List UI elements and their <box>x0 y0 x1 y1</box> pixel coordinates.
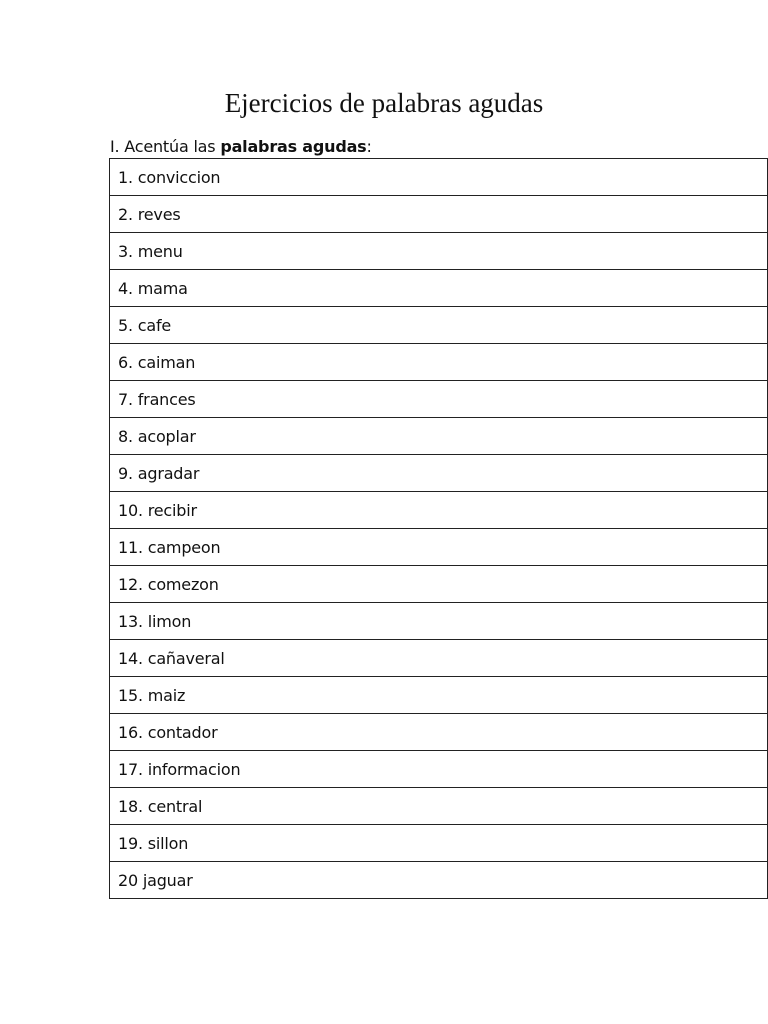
table-row <box>110 381 768 418</box>
word-table <box>109 158 768 899</box>
instruction-prefix: I. Acentúa las <box>110 137 221 156</box>
word-cell: 17. informacion <box>110 751 768 788</box>
word-cell: 18. central <box>110 788 768 825</box>
table-row <box>110 196 768 233</box>
table-row <box>110 492 768 529</box>
word-cell: 16. contador <box>110 714 768 751</box>
instruction-bold: palabras agudas <box>220 137 367 156</box>
word-cell: 6. caiman <box>110 344 768 381</box>
word-cell: 10. recibir <box>110 492 768 529</box>
table-row <box>110 233 768 270</box>
word-cell: 15. maiz <box>110 677 768 714</box>
word-cell: 9. agradar <box>110 455 768 492</box>
word-cell: 14. cañaveral <box>110 640 768 677</box>
table-row <box>110 751 768 788</box>
table-row <box>110 603 768 640</box>
word-cell: 20 jaguar <box>110 862 768 899</box>
table-row <box>110 455 768 492</box>
word-cell: 19. sillon <box>110 825 768 862</box>
table-row <box>110 677 768 714</box>
table-row <box>110 825 768 862</box>
word-cell: 3. menu <box>110 233 768 270</box>
word-cell: 5. cafe <box>110 307 768 344</box>
table-row <box>110 270 768 307</box>
table-row <box>110 418 768 455</box>
instruction-suffix: : <box>366 137 372 156</box>
word-cell: 4. mama <box>110 270 768 307</box>
word-cell: 2. reves <box>110 196 768 233</box>
page-title: Ejercicios de palabras agudas <box>224 88 544 118</box>
word-cell: 13. limon <box>110 603 768 640</box>
table-row <box>110 862 768 899</box>
table-row <box>110 307 768 344</box>
table-row <box>110 788 768 825</box>
word-cell: 8. acoplar <box>110 418 768 455</box>
table-row <box>110 529 768 566</box>
table-row <box>110 640 768 677</box>
table-row <box>110 159 768 196</box>
word-cell: 1. conviccion <box>110 159 768 196</box>
word-cell: 7. frances <box>110 381 768 418</box>
table-row <box>110 714 768 751</box>
instruction-text <box>110 136 372 158</box>
table-row <box>110 566 768 603</box>
word-cell: 11. campeon <box>110 529 768 566</box>
word-cell: 12. comezon <box>110 566 768 603</box>
table-row <box>110 344 768 381</box>
